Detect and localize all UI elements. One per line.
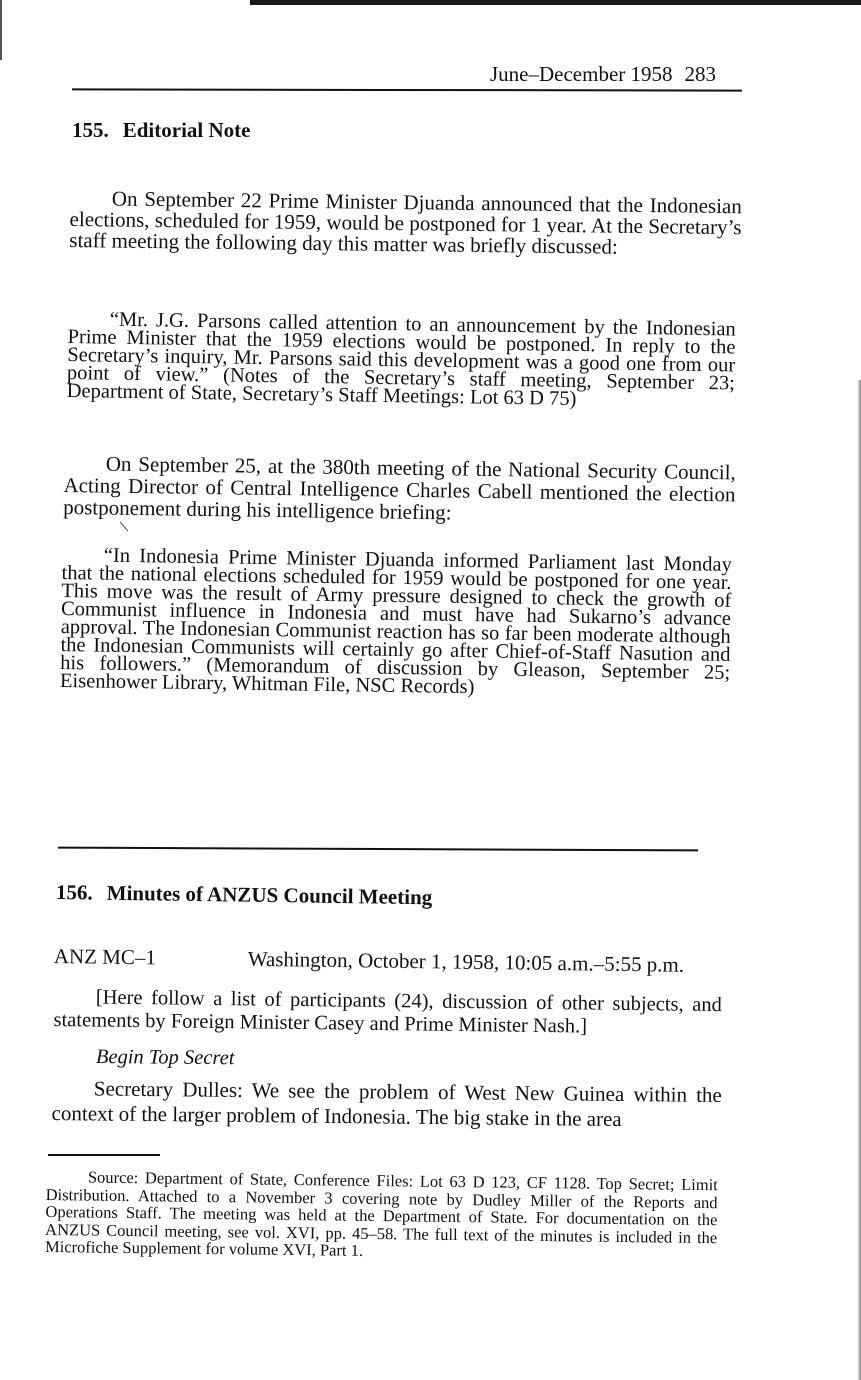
scan-edge-left (0, 0, 2, 60)
scan-edge-right (857, 380, 861, 1380)
section-156-number: 156. (55, 880, 93, 905)
section-156-title: Minutes of ANZUS Council Meeting (106, 880, 433, 910)
section-155-quote-2: “In Indonesia Prime Minister Djuanda informed Parliament last Monday that the national elections scheduled for 1959 would be postponed for one year. This move was the result of Army pressure designed to check the growth of Communist influence in Indonesia and must have had Sukarno’s advance approval. The Indonesian Communist reaction has so far been moderate although the Indonesian Communists will certainly go after Chief-of-Staff Nasution and his followers.” (Memorandum of discussion by Gleason, September 25; Eisenhower Library, Whitman File, NSC Records) (59, 544, 732, 699)
section-156-heading (56, 880, 433, 910)
running-head (490, 62, 716, 87)
section-155-quote-1: “Mr. J.G. Parsons called attention to an announcement by the Indonesian Prime Minister that the 1959 elections would be postponed. In reply to the Secretary’s inquiry, Mr. Parsons said this development was a good one from our point of view.” (Notes of the Secretary’s staff meeting, September 23; Department of State, Secretary’s Staff Meetings: Lot 63 D 75) (66, 308, 736, 410)
section-155-paragraph-2: On September 25, at the 380th meeting of the National Security Council, Acting Director of Central Intelligence Charles Cabell mentioned the election postponement during his intelligence briefing: (63, 451, 736, 525)
header-rule (72, 88, 742, 91)
section-156-paragraph-1: Secretary Dulles: We see the problem of West New Guinea within the context of the larger problem of Indonesia. The big stake in the area (51, 1076, 722, 1131)
section-155-number: 155. (72, 118, 109, 142)
page-number: 283 (684, 62, 717, 86)
section-divider-rule (58, 847, 698, 851)
section-155-title: Editorial Note (122, 118, 251, 142)
scan-edge-top (250, 0, 861, 5)
editorial-bracket-note: [Here follow a list of participants (24), discussion of other subjects, and statements by Foreign Minister Casey and Prime Minister Nash.] (53, 986, 722, 1038)
scan-mark (120, 522, 128, 532)
source-footnote: Source: Department of State, Conference Files: Lot 63 D 123, CF 1128. Top Secret; Limit Distribution. Attached to a November 3 covering note by Dudley Miller of the Reports and Operations Staff. The meeting was held at the Department of State. For documentation on the ANZUS Council meeting, see vol. XVI, pp. 45–58. The full text of the minutes is included in the Microfiche Supplement for volume XVI, Part 1. (44, 1167, 718, 1260)
document-header-line (53, 944, 754, 977)
footnote-rule (48, 1154, 160, 1156)
running-head-title: June–December 1958 (490, 62, 673, 86)
classification-marker: Begin Top Secret (95, 1046, 235, 1070)
place-and-date: Washington, October 1, 1958, 10:05 a.m.–5:55 p.m. (247, 946, 685, 977)
section-155-paragraph-1: On September 22 Prime Minister Djuanda announced that the Indonesian elections, scheduled for 1959, would be postponed for 1 year. At the Secretary’s staff meeting the following day this matter was briefly discussed: (69, 186, 742, 259)
section-155-heading (72, 118, 250, 143)
document-code: ANZ MC–1 (53, 944, 157, 970)
